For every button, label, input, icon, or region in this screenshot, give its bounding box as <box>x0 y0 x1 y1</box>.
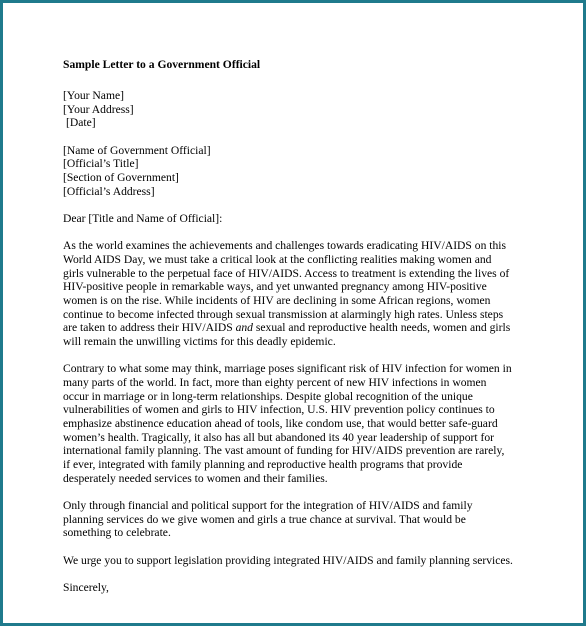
recipient-address: [Official’s Address] <box>63 184 155 198</box>
paragraph-line: As the world examines the achievements and challenges towards eradicating HIV/AIDS on this <box>63 239 507 253</box>
letter-title: Sample Letter to a Government Official <box>63 58 261 71</box>
paragraph-text: sexual and reproductive health needs, women and girls <box>252 321 511 335</box>
recipient-name: [Name of Government Official] <box>63 143 211 157</box>
body-paragraph-4 <box>63 554 543 568</box>
body-paragraph-3 <box>63 499 543 540</box>
paragraph-line: desperately needed services to women and their families. <box>63 471 328 485</box>
paragraph-line: many parts of the world. In fact, more than eighty percent of new HIV infections in women <box>63 375 487 389</box>
recipient-block <box>63 144 543 199</box>
paragraph-line: girls vulnerable to the perpetual face of HIV/AIDS. Access to treatment is extending the lives of <box>63 266 510 280</box>
sender-name: [Your Name] <box>63 89 124 102</box>
paragraph-line: World AIDS Day, we must take a critical look at the conflicting realities making women and <box>63 252 492 266</box>
emphasized-word: and <box>235 321 253 335</box>
paragraph-line: occur in marriage or in long-term relationships. Despite global recognition of the unique <box>63 389 473 403</box>
paragraph-line: women is on the rise. While incidents of HIV are declining in some African regions, women <box>63 293 491 307</box>
body-paragraph-2 <box>63 362 543 485</box>
closing: Sincerely, <box>63 580 109 594</box>
paragraph-line: emphasize abstinence education ahead of tools, like condom use, that would better safe-guard <box>63 417 498 431</box>
paragraph-line: will remain the unwilling victims for this deadly epidemic. <box>63 335 336 349</box>
paragraph-line: HIV-positive people in remarkable ways, and yet unwanted pregnancy among HIV-positive <box>63 280 487 294</box>
letter-date: [Date] <box>66 116 96 130</box>
paragraph-line: international family planning. The vast amount of funding for HIV/AIDS prevention are rarely, <box>63 444 505 458</box>
paragraph-line: if ever, integrated with family planning and reproductive health programs that provide <box>63 458 463 472</box>
paragraph-line: women’s health. Tragically, it also has all but abandoned its 40 year leadership of support for <box>63 430 495 444</box>
paragraph-line: planning services do we give women and girls a true chance at survival. That would be <box>63 512 466 526</box>
letter-page <box>63 58 543 608</box>
salutation: Dear [Title and Name of Official]: <box>63 211 223 225</box>
paragraph-line: We urge you to support legislation providing integrated HIV/AIDS and family planning services. <box>63 553 513 567</box>
recipient-section: [Section of Government] <box>63 171 179 185</box>
body-paragraph-1 <box>63 239 543 349</box>
sender-block <box>63 89 543 130</box>
paragraph-line: Only through financial and political support for the integration of HIV/AIDS and family <box>63 499 473 513</box>
recipient-title: [Official’s Title] <box>63 157 139 171</box>
paragraph-text: are taken to address their HIV/AIDS <box>63 321 236 335</box>
paragraph-line: something to celebrate. <box>63 526 171 540</box>
paragraph-line: Contrary to what some may think, marriage poses significant risk of HIV infection for women in <box>63 362 512 376</box>
paragraph-line: continue to become infected through sexual transmission at alarmingly high rates. Unless steps <box>63 307 504 321</box>
paragraph-line <box>63 321 543 335</box>
paragraph-line: vulnerabilities of women and girls to HIV infection, U.S. HIV prevention policy continues to <box>63 403 495 417</box>
sender-address: [Your Address] <box>63 102 134 116</box>
